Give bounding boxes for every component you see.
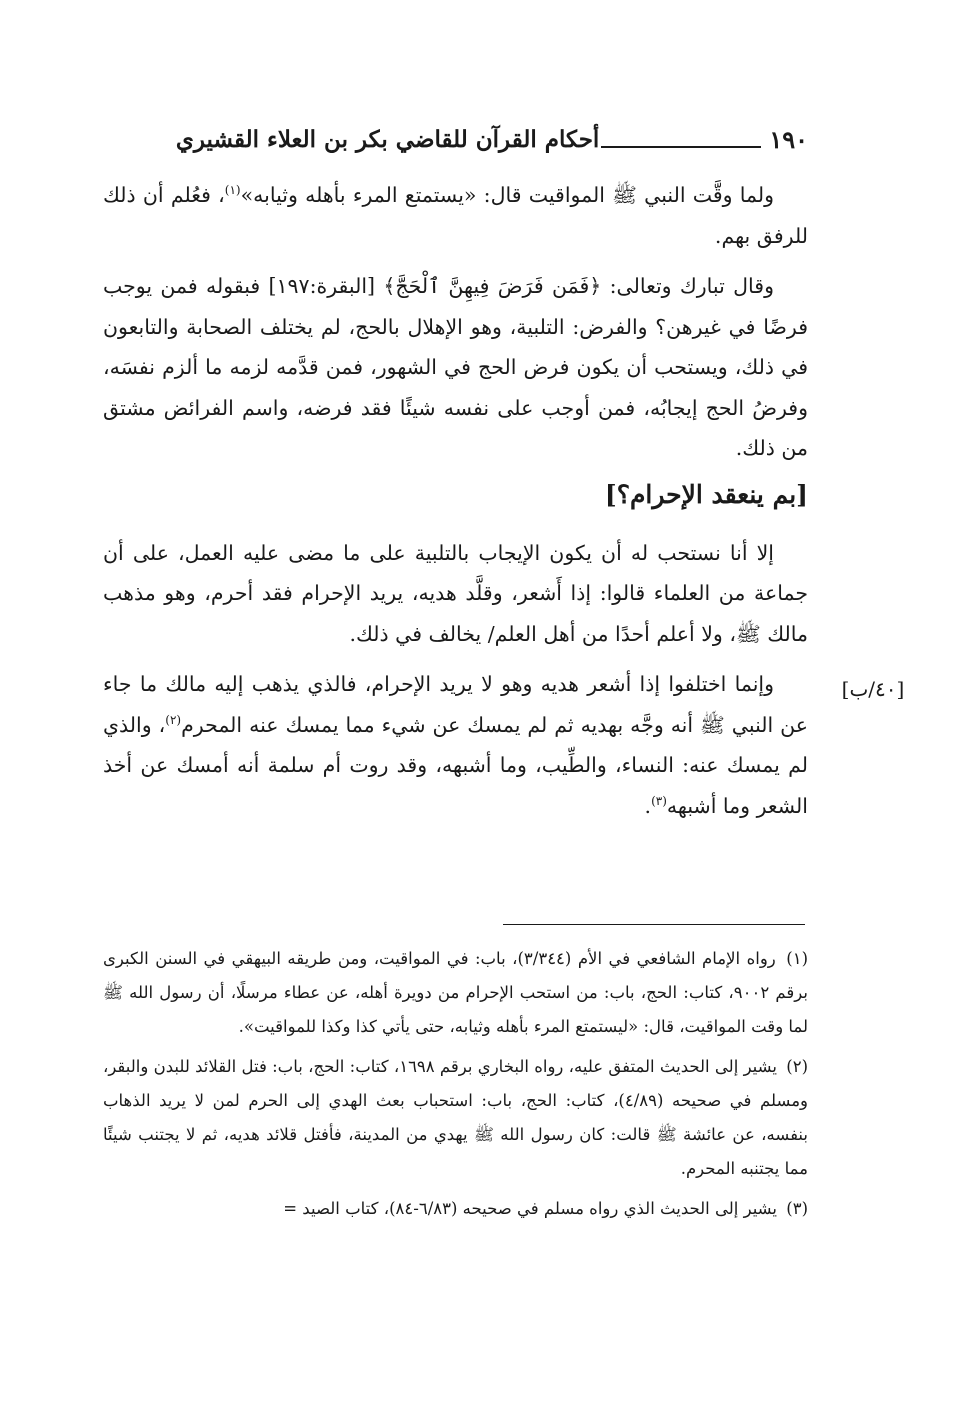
footnote-text: يشير إلى الحديث الذي رواه مسلم في صحيحه (٦/٨٣-٨٤)، كتاب الصيد = [283,1199,777,1218]
footnote-text: رواه الإمام الشافعي في الأم (٣/٣٤٤)، باب: في المواقيت، ومن طريقه البيهقي في السنن الكبرى برقم ٩٠٠٢، كتاب: الحج، باب: من استحب الإحرام من دويرة أهله، عن عطاء مرسلًا، أن رسول الله ﷺ لما وقت المواقيت، قال: «ليستمتع المرء بأهله وثيابه، حتى يأتي كذا وكذا للمواقيت». [103,949,808,1036]
paragraph-1 [103,175,808,256]
paragraph-4-text-c: . [644,793,652,818]
footnote-ref-3[interactable]: (٣) [651,793,667,808]
footnote-1 [103,942,808,1044]
footnotes [103,942,808,1232]
footnote-number: (١) [786,949,808,968]
manuscript-folio-marker: [٤٠/ب] [841,677,905,701]
paragraph-4 [103,664,808,826]
footnote-2 [103,1050,808,1186]
main-text [103,175,808,826]
footnote-number: (٢) [786,1057,808,1076]
page-number: ١٩٠ [769,125,808,154]
footnote-text: يشير إلى الحديث المتفق عليه، رواه البخاري برقم ١٦٩٨، كتاب: الحج، باب: فتل القلائد للبدن والبقر، ومسلم في صحيحه (٤/٨٩)، كتاب: الحج، باب: استحباب بعث الهدي إلى الحرم لمن لا يريد الذهاب بنفسه، عن عائشة ﷺ قالت: كان رسول الله ﷺ يهدي من المدينة، فأفتل قلائد هديه، ثم لا يجتنب شيئًا مما يجتنبه المحرم. [103,1057,808,1178]
page-header [103,114,808,154]
footnote-3 [103,1192,808,1226]
paragraph-3: إلا أنا نستحب له أن يكون الإيجاب بالتلبية على ما مضى عليه العمل، على أن جماعة من العلماء قالوا: إذا أَشعر، وقلَّد هديه، يريد الإحرام فقد أحرم، وهو مذهب مالك ﷺ، ولا أعلم أحدًا من أهل العلم/ يخالف في ذلك. [103,540,808,646]
paragraph-1-text-b: ، فعُلم أن ذلك للرفق بهم. [103,183,808,248]
footnote-ref-2[interactable]: (٢) [165,712,182,727]
section-heading: [بم ينعقد الإحرام؟] [604,479,808,509]
paragraph-4-text-b: ، والذي لم يمسك عنه: النساء، والطِّيب، وما أشبهه، وقد روت أم سلمة أنه أمسك عن أخذ الشعر وما أشبهه [103,712,808,818]
paragraph-2: وقال تبارك وتعالى: ﴿فَمَن فَرَضَ فِيهِنَّ ٱلْحَجَّ﴾ [البقرة:١٩٧] فبقوله فمن يوجب فرضًا في غيرهن؟ والفرض: التلبية، وهو الإهلال بالحج، لم يختلف الصحابة والتابعون في ذلك، ويستحب أن يكون فرض الحج في الشهور، فمن قدَّمه لزمه ما ألزم نفسَه، وفرضُ الحج إيجابُه، فمن أوجب على نفسه شيئًا فقد فرضه، واسم الفرائض مشتق من ذلك. [103,274,808,460]
footnote-separator [503,924,805,925]
footnote-ref-1[interactable]: (١) [224,183,241,198]
footnote-number: (٣) [786,1199,808,1218]
paragraph-1-text-a: ولما وقَّت النبي ﷺ المواقيت قال: «يستمتع المرء بأهله وثيابه» [240,183,775,207]
header-rule [601,146,761,148]
running-title: أحكام القرآن للقاضي بكر بن العلاء القشيري [175,126,600,153]
paragraph-4-text-a: وإنما اختلفوا إذا أشعر هديه وهو لا يريد الإحرام، فالذي يذهب إليه مالك ما جاء عن النبي ﷺ أنه وجَّه بهديه ثم لم يمسك عن شيء مما يمسك عنه المحرم [103,672,809,737]
